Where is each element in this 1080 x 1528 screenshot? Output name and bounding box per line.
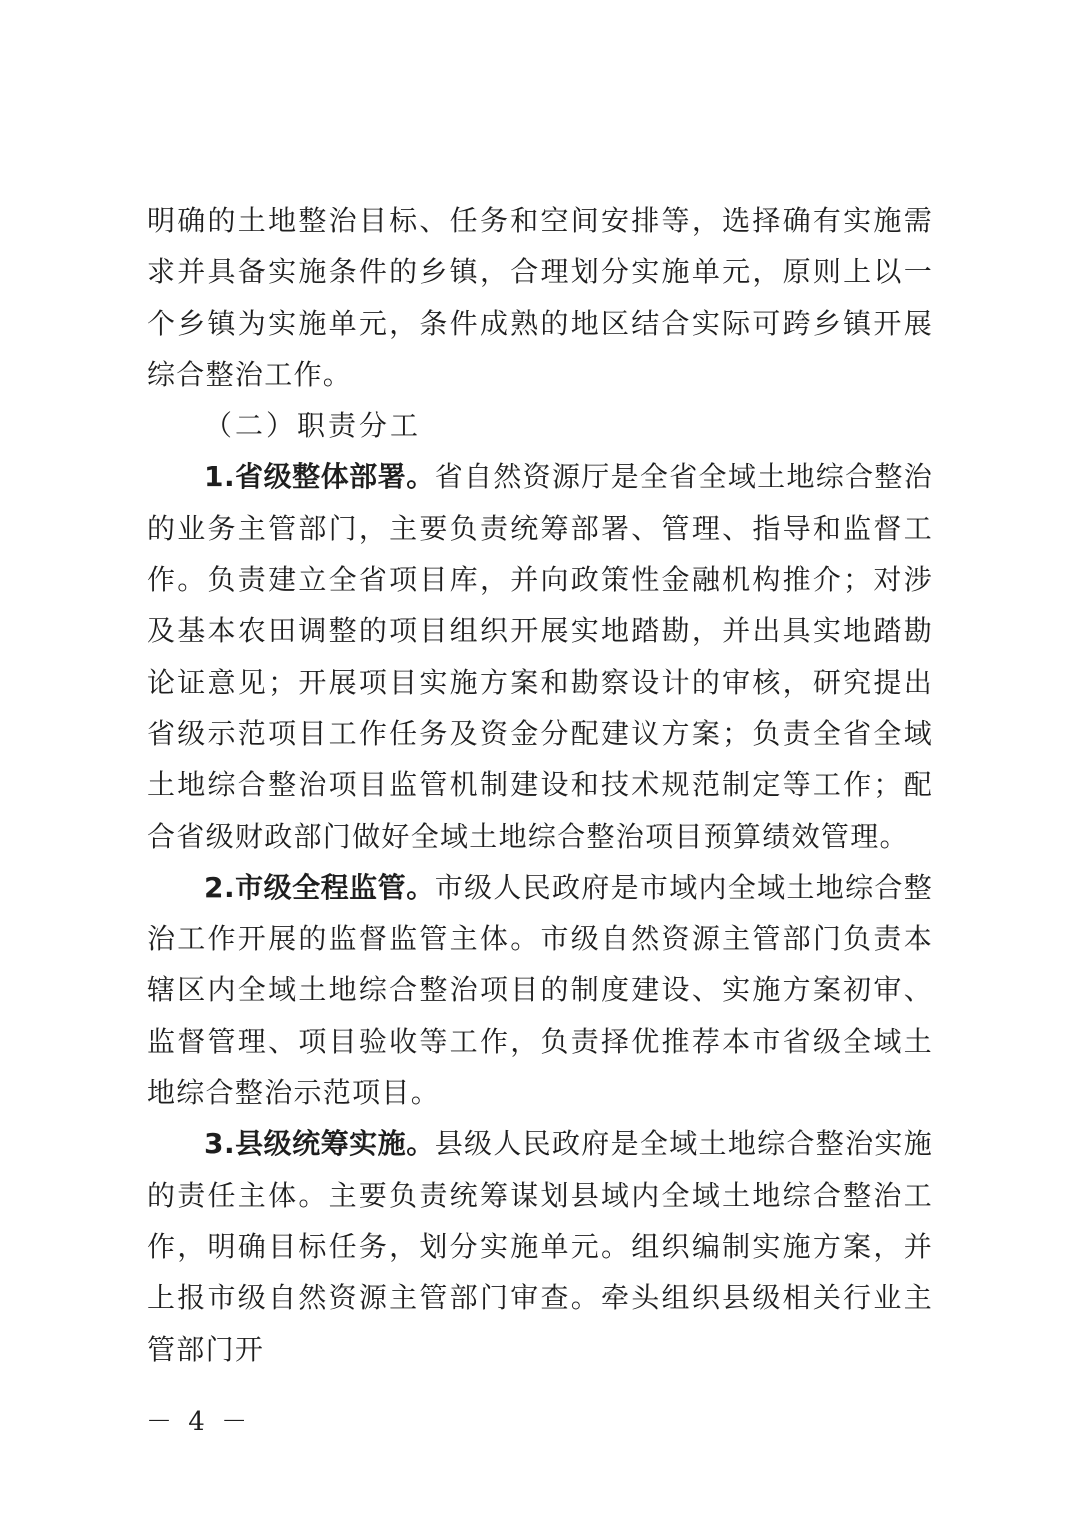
item-paragraph-county [147,1118,933,1374]
item-paragraph-municipal [147,862,933,1118]
continuation-paragraph: 明确的土地整治目标、任务和空间安排等，选择确有实施需求并具备实施条件的乡镇，合理划分实施单元，原则上以一个乡镇为实施单元，条件成熟的地区结合实际可跨乡镇开展综合整治工作。 [147,204,933,391]
document-body [147,195,933,1375]
item-text-county: 县级人民政府是全域土地综合整治实施的责任主体。主要负责统筹谋划县域内全域土地综合整治工作，明确目标任务，划分实施单元。组织编制实施方案，并上报市级自然资源主管部门审查。牵头组织县级相关行业主管部门开 [147,1127,933,1366]
item-lead-county: 3.县级统筹实施。 [204,1127,435,1161]
item-paragraph-provincial [147,451,933,861]
section-heading: （二）职责分工 [204,409,422,443]
item-text-provincial: 省自然资源厅是全省全域土地综合整治的业务主管部门，主要负责统筹部署、管理、指导和监督工作。负责建立全省项目库，并向政策性金融机构推介；对涉及基本农田调整的项目组织开展实地踏勘，并出具实地踏勘论证意见；开展项目实施方案和勘察设计的审核，研究提出省级示范项目工作任务及资金分配建议方案；负责全省全域土地综合整治项目监管机制建设和技术规范制定等工作；配合省级财政部门做好全域土地综合整治项目预算绩效管理。 [147,460,933,853]
item-lead-municipal: 2.市级全程监管。 [204,870,435,904]
page-number: － 4 － [146,1407,252,1437]
item-lead-provincial: 1.省级整体部署。 [204,460,435,494]
item-text-municipal: 市级人民政府是市域内全域土地综合整治工作开展的监督监管主体。市级自然资源主管部门负责本辖区内全域土地综合整治项目的制度建设、实施方案初审、监督管理、项目验收等工作，负责择优推荐本市省级全域土地综合整治示范项目。 [147,870,933,1110]
